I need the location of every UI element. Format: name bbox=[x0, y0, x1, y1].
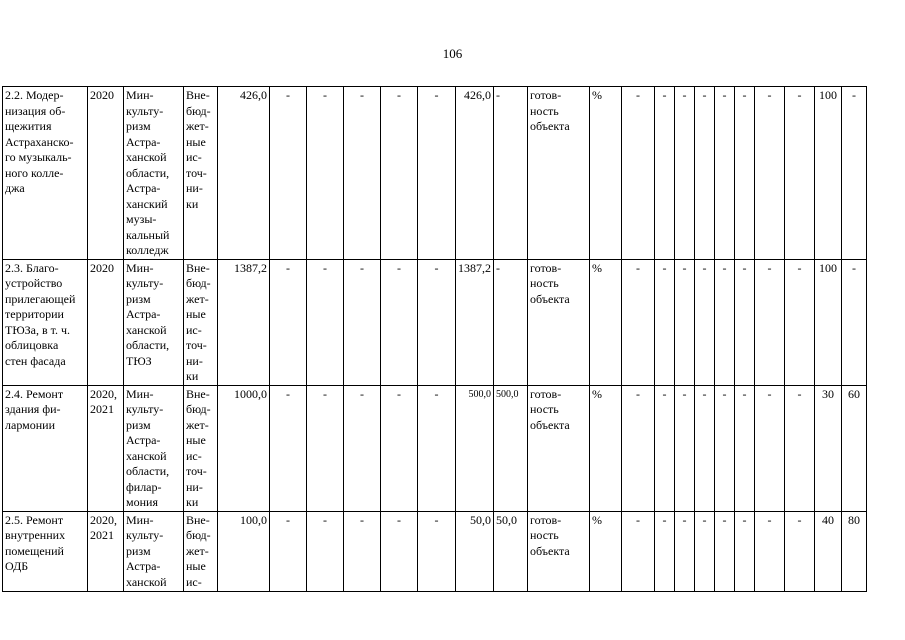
cell-target-2020: 40 bbox=[815, 511, 842, 591]
cell-executor bbox=[124, 87, 184, 260]
table-row bbox=[3, 385, 867, 511]
cell-dash: - bbox=[344, 385, 381, 511]
text-line: ханской bbox=[126, 574, 167, 589]
cell-dash: - bbox=[675, 511, 695, 591]
text-line: готов- bbox=[530, 512, 562, 527]
cell-dash: - bbox=[785, 511, 815, 591]
text-line: бюд- bbox=[186, 276, 211, 290]
cell-dash: - bbox=[695, 259, 715, 385]
cell-dash: - bbox=[675, 87, 695, 260]
cell-indicator bbox=[528, 385, 590, 511]
cell-dash: - bbox=[655, 385, 675, 511]
text-line: 2020, bbox=[90, 512, 117, 527]
cell-target-2021: 60 bbox=[842, 385, 867, 511]
text-line: жет- bbox=[186, 543, 209, 558]
cell-total-amount: 100,0 bbox=[218, 511, 270, 591]
text-line: объекта bbox=[530, 543, 570, 558]
text-line: готов- bbox=[530, 386, 562, 401]
cell-dash: - bbox=[344, 259, 381, 385]
cell-amount-2020: 1387,2 bbox=[456, 259, 494, 385]
cell-amount-2021: - bbox=[494, 87, 528, 260]
text-line: ки bbox=[186, 196, 199, 211]
cell-dash: - bbox=[715, 385, 735, 511]
cell-total-amount: 426,0 bbox=[218, 87, 270, 260]
cell-dash: - bbox=[675, 259, 695, 385]
cell-dash: - bbox=[755, 87, 785, 260]
text-line: щежития bbox=[5, 119, 52, 133]
cell-amount-2021: - bbox=[494, 259, 528, 385]
cell-dash: - bbox=[344, 511, 381, 591]
text-line: здания фи- bbox=[5, 402, 61, 416]
cell-dash: - bbox=[381, 511, 418, 591]
cell-year bbox=[88, 385, 124, 511]
cell-measure-name bbox=[3, 385, 88, 511]
text-line: лармонии bbox=[5, 417, 55, 432]
cell-amount-2020: 500,0 bbox=[456, 385, 494, 511]
text-line: точ- bbox=[186, 165, 207, 180]
text-line: Астра- bbox=[126, 433, 161, 447]
cell-dash: - bbox=[418, 385, 456, 511]
cell-dash: - bbox=[622, 259, 655, 385]
cell-executor bbox=[124, 259, 184, 385]
program-table bbox=[2, 86, 867, 592]
text-line: Мин- bbox=[126, 88, 154, 102]
text-line: низация об- bbox=[5, 103, 66, 118]
cell-funding-source bbox=[184, 259, 218, 385]
text-line: музы- bbox=[126, 212, 157, 226]
text-line: облицовка bbox=[5, 338, 59, 352]
cell-measure-name bbox=[3, 511, 88, 591]
cell-dash: - bbox=[418, 511, 456, 591]
text-line: ные bbox=[186, 433, 206, 447]
text-line: культу- bbox=[126, 276, 164, 290]
text-line: Мин- bbox=[126, 260, 154, 275]
cell-dash: - bbox=[655, 511, 675, 591]
text-line: кальный bbox=[126, 227, 170, 242]
text-line: Астра- bbox=[126, 559, 161, 573]
cell-target-2021: - bbox=[842, 259, 867, 385]
cell-target-2020: 100 bbox=[815, 259, 842, 385]
cell-dash: - bbox=[675, 385, 695, 511]
cell-funding-source bbox=[184, 87, 218, 260]
cell-dash: - bbox=[307, 87, 344, 260]
text-line: ис- bbox=[186, 150, 202, 164]
text-line: культу- bbox=[126, 103, 164, 118]
text-line: ризм bbox=[126, 543, 151, 558]
table-row bbox=[3, 511, 867, 591]
cell-dash: - bbox=[735, 87, 755, 260]
text-line: колледж bbox=[126, 243, 169, 257]
cell-dash: - bbox=[270, 87, 307, 260]
text-line: стен фасада bbox=[5, 353, 66, 368]
cell-funding-source bbox=[184, 385, 218, 511]
cell-dash: - bbox=[622, 511, 655, 591]
text-line: области, bbox=[126, 464, 170, 478]
cell-indicator bbox=[528, 259, 590, 385]
cell-total-amount: 1000,0 bbox=[218, 385, 270, 511]
cell-dash: - bbox=[307, 259, 344, 385]
text-line: бюд- bbox=[186, 103, 211, 118]
text-line: ные bbox=[186, 134, 206, 149]
cell-year bbox=[88, 511, 124, 591]
text-line: го музыкаль- bbox=[5, 150, 72, 164]
cell-dash: - bbox=[381, 385, 418, 511]
text-line: 2.4. Ремонт bbox=[5, 386, 64, 401]
text-line: Мин- bbox=[126, 512, 154, 527]
text-line: Вне- bbox=[186, 512, 210, 527]
text-line: ис- bbox=[186, 322, 202, 337]
text-line: культу- bbox=[126, 402, 164, 416]
text-line: ОДБ bbox=[5, 559, 29, 573]
cell-dash: - bbox=[785, 385, 815, 511]
cell-dash: - bbox=[307, 385, 344, 511]
text-line: ханской bbox=[126, 150, 167, 164]
text-line: ТЮЗ bbox=[126, 353, 152, 368]
text-line: ризм bbox=[126, 291, 151, 306]
text-line: внутренних bbox=[5, 528, 66, 542]
cell-year bbox=[88, 87, 124, 260]
cell-executor bbox=[124, 385, 184, 511]
cell-dash: - bbox=[622, 87, 655, 260]
cell-dash: - bbox=[307, 511, 344, 591]
text-line: жет- bbox=[186, 417, 209, 432]
cell-indicator bbox=[528, 87, 590, 260]
cell-amount-2020: 50,0 bbox=[456, 511, 494, 591]
cell-dash: - bbox=[381, 259, 418, 385]
cell-measure-name bbox=[3, 259, 88, 385]
table-row bbox=[3, 87, 867, 260]
text-line: ки bbox=[186, 495, 199, 509]
text-line: 2.5. Ремонт bbox=[5, 512, 64, 527]
cell-dash: - bbox=[695, 87, 715, 260]
cell-year bbox=[88, 259, 124, 385]
cell-dash: - bbox=[785, 87, 815, 260]
text-line: объекта bbox=[530, 119, 570, 133]
text-line: ни- bbox=[186, 353, 203, 368]
cell-dash: - bbox=[381, 87, 418, 260]
cell-dash: - bbox=[695, 385, 715, 511]
text-line: Вне- bbox=[186, 260, 210, 275]
cell-dash: - bbox=[735, 511, 755, 591]
text-line: ные bbox=[186, 559, 206, 573]
text-line: 2021 bbox=[90, 402, 114, 416]
text-line: 2020, bbox=[90, 386, 117, 401]
cell-dash: - bbox=[695, 511, 715, 591]
page-number: 106 bbox=[442, 46, 463, 61]
cell-dash: - bbox=[785, 259, 815, 385]
cell-amount-2021: 500,0 bbox=[494, 385, 528, 511]
text-line: области, bbox=[126, 165, 170, 180]
text-line: ного колле- bbox=[5, 165, 64, 180]
cell-dash: - bbox=[715, 511, 735, 591]
cell-total-amount: 1387,2 bbox=[218, 259, 270, 385]
text-line: ризм bbox=[126, 119, 151, 133]
cell-dash: - bbox=[655, 259, 675, 385]
text-line: готов- bbox=[530, 260, 562, 275]
cell-dash: - bbox=[755, 385, 785, 511]
cell-target-2021: 80 bbox=[842, 511, 867, 591]
text-line: области, bbox=[126, 338, 170, 352]
cell-dash: - bbox=[655, 87, 675, 260]
text-line: точ- bbox=[186, 464, 207, 478]
text-line: устройство bbox=[5, 276, 63, 290]
text-line: ханский bbox=[126, 196, 168, 211]
text-line: ханской bbox=[126, 322, 167, 337]
text-line: объекта bbox=[530, 291, 570, 306]
text-line: культу- bbox=[126, 528, 164, 542]
cell-unit: % bbox=[590, 259, 622, 385]
cell-funding-source bbox=[184, 511, 218, 591]
text-line: ность bbox=[530, 528, 559, 542]
text-line: жет- bbox=[186, 291, 209, 306]
text-line: ность bbox=[530, 103, 559, 118]
text-line: ные bbox=[186, 307, 206, 321]
text-line: ис- bbox=[186, 574, 202, 589]
text-line: ки bbox=[186, 369, 199, 383]
text-line: Астра- bbox=[126, 181, 161, 195]
text-line: филар- bbox=[126, 479, 162, 494]
cell-target-2021: - bbox=[842, 87, 867, 260]
text-line: ис- bbox=[186, 448, 202, 463]
text-line: ТЮЗа, в т. ч. bbox=[5, 322, 71, 337]
text-line: жет- bbox=[186, 119, 209, 133]
cell-unit: % bbox=[590, 385, 622, 511]
text-line: 2021 bbox=[90, 528, 114, 542]
text-line: ность bbox=[530, 402, 559, 416]
text-line: Вне- bbox=[186, 386, 210, 401]
text-line: бюд- bbox=[186, 402, 211, 416]
text-line: 2.3. Благо- bbox=[5, 260, 59, 275]
cell-target-2020: 100 bbox=[815, 87, 842, 260]
cell-dash: - bbox=[735, 259, 755, 385]
text-line: бюд- bbox=[186, 528, 211, 542]
cell-unit: % bbox=[590, 511, 622, 591]
text-line: мония bbox=[126, 495, 158, 509]
text-line: помещений bbox=[5, 543, 64, 558]
cell-dash: - bbox=[735, 385, 755, 511]
cell-dash: - bbox=[270, 511, 307, 591]
text-line: Астраханско- bbox=[5, 134, 74, 149]
text-line: ность bbox=[530, 276, 559, 290]
cell-dash: - bbox=[715, 87, 735, 260]
cell-dash: - bbox=[418, 87, 456, 260]
text-line: Мин- bbox=[126, 386, 154, 401]
text-line: прилегающей bbox=[5, 291, 76, 306]
cell-executor bbox=[124, 511, 184, 591]
cell-dash: - bbox=[715, 259, 735, 385]
cell-dash: - bbox=[755, 259, 785, 385]
cell-measure-name bbox=[3, 87, 88, 260]
cell-target-2020: 30 bbox=[815, 385, 842, 511]
cell-dash: - bbox=[344, 87, 381, 260]
text-line: 2020 bbox=[90, 260, 114, 275]
cell-unit: % bbox=[590, 87, 622, 260]
cell-dash: - bbox=[755, 511, 785, 591]
text-line: готов- bbox=[530, 88, 562, 102]
text-line: джа bbox=[5, 181, 25, 195]
cell-amount-2020: 426,0 bbox=[456, 87, 494, 260]
text-line: Астра- bbox=[126, 307, 161, 321]
cell-amount-2021: 50,0 bbox=[494, 511, 528, 591]
text-line: ни- bbox=[186, 181, 203, 195]
cell-dash: - bbox=[622, 385, 655, 511]
text-line: 2020 bbox=[90, 88, 114, 102]
text-line: объекта bbox=[530, 417, 570, 432]
cell-dash: - bbox=[418, 259, 456, 385]
text-line: территории bbox=[5, 307, 64, 321]
cell-dash: - bbox=[270, 259, 307, 385]
cell-indicator bbox=[528, 511, 590, 591]
text-line: ризм bbox=[126, 417, 151, 432]
text-line: ни- bbox=[186, 479, 203, 494]
text-line: точ- bbox=[186, 338, 207, 352]
text-line: ханской bbox=[126, 448, 167, 463]
text-line: 2.2. Модер- bbox=[5, 88, 64, 102]
cell-dash: - bbox=[270, 385, 307, 511]
text-line: Вне- bbox=[186, 88, 210, 102]
text-line: Астра- bbox=[126, 134, 161, 149]
table-row bbox=[3, 259, 867, 385]
